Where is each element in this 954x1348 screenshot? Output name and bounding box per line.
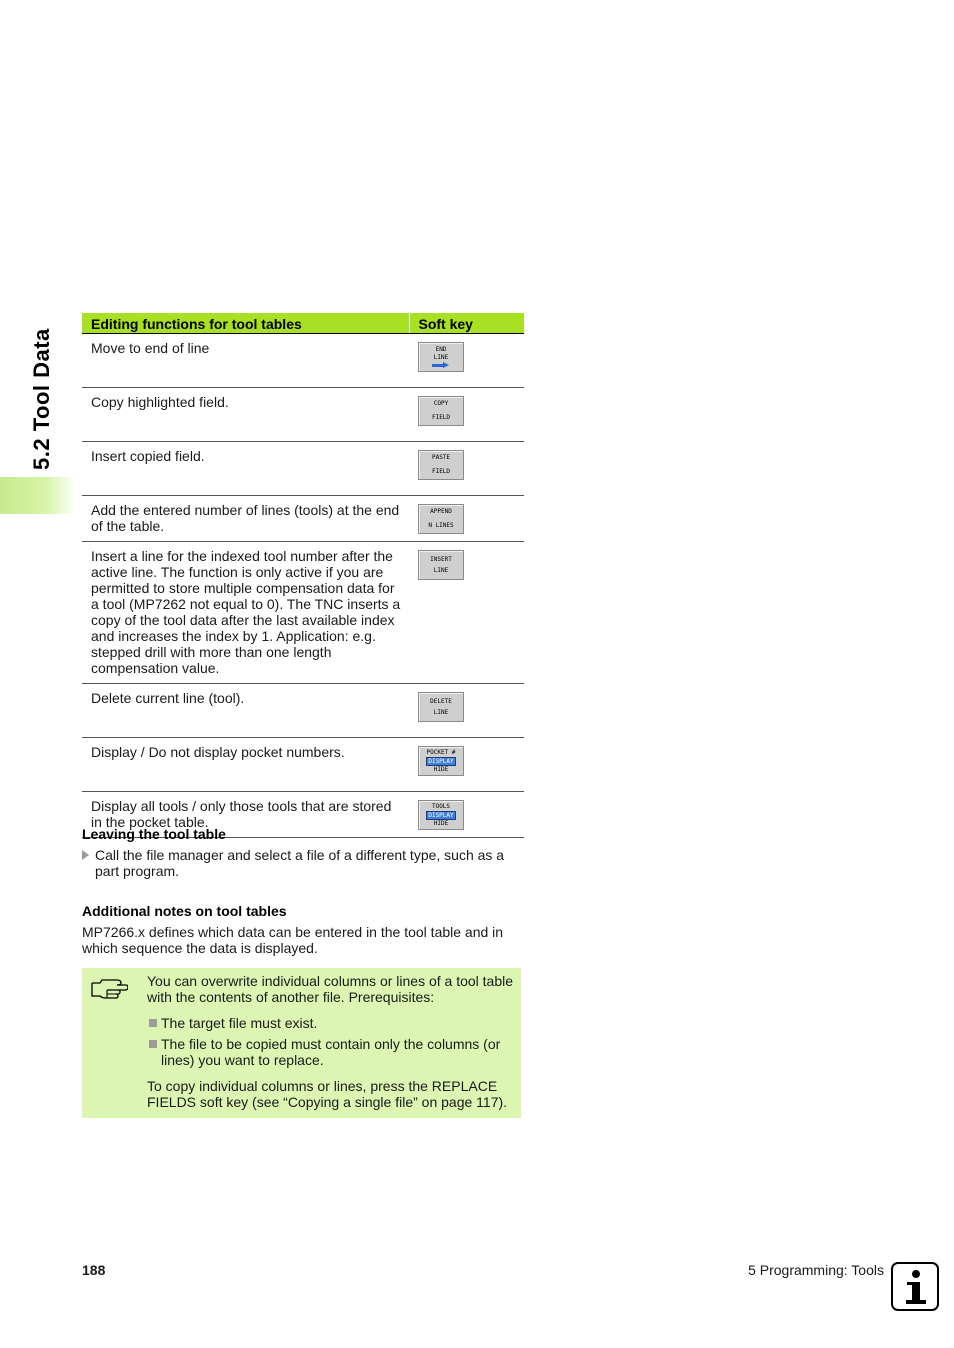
row-description: Insert copied field. [82,442,409,496]
row-description: Display all tools / only those tools that are stored in the pocket table. [82,792,409,838]
right-arrow-icon [432,363,450,368]
chapter-title: 5 Programming: Tools [748,1262,884,1278]
table-row [82,738,524,792]
delete-line-softkey[interactable]: DELETE LINE [418,692,464,722]
table-row [82,496,524,542]
section-title: 5.2 Tool Data [29,328,54,470]
pointing-hand-icon [90,974,128,1000]
leaving-heading: Leaving the tool table [82,826,226,842]
tools-display-hide-softkey[interactable]: TOOLS DISPLAY HIDE [418,800,464,830]
list-item: The file to be copied must contain only the columns (or lines) you want to replace. [147,1036,515,1068]
row-description: Add the entered number of lines (tools) at the end of the table. [82,496,409,542]
note-box [82,968,521,1118]
end-line-softkey[interactable]: END LINE [418,342,464,372]
insert-line-softkey[interactable]: INSERT LINE [418,550,464,580]
info-icon[interactable] [891,1262,939,1311]
row-description: Delete current line (tool). [82,684,409,738]
notes-heading: Additional notes on tool tables [82,903,287,919]
column-header-softkey: Soft key [409,313,524,334]
table-row [82,334,524,388]
row-description: Display / Do not display pocket numbers. [82,738,409,792]
notes-body: MP7266.x defines which data can be entered in the tool table and in which sequence the data is displayed. [82,924,504,956]
section-tab-highlight [0,477,76,514]
row-description: Move to end of line [82,334,409,388]
list-item: The target file must exist. [147,1015,515,1031]
table-row [82,442,524,496]
note-intro: You can overwrite individual columns or lines of a tool table with the contents of another file. Prerequisites: [147,973,514,1005]
paste-field-softkey[interactable]: PASTE FIELD [418,450,464,480]
note-outro: To copy individual columns or lines, press the REPLACE FIELDS soft key (see “Copying a single file” on page 117). [147,1078,508,1110]
page-number: 188 [82,1262,106,1278]
append-n-lines-softkey[interactable]: APPEND N LINES [418,504,464,534]
column-header-function: Editing functions for tool tables [82,313,409,334]
copy-field-softkey[interactable]: COPY FIELD [418,396,464,426]
table-row [82,684,524,738]
table-row [82,542,524,684]
step-triangle-icon [82,850,89,860]
table-row [82,388,524,442]
bullet-square-icon [149,1019,157,1027]
row-description: Copy highlighted field. [82,388,409,442]
editing-functions-table [82,313,524,838]
pocket-display-hide-softkey[interactable]: POCKET # DISPLAY HIDE [418,746,464,776]
bullet-square-icon [149,1040,157,1048]
leaving-step: Call the file manager and select a file of a different type, such as a part program. [95,847,505,879]
row-description: Insert a line for the indexed tool number after the active line. The function is only active if you are permitted to store multiple compensation data for a tool (MP7262 not equal to 0). The TNC inserts a copy of the tool data after the last available index and increases the index by 1. Application: e.g. stepped drill with more than one length compensation value. [82,542,409,684]
